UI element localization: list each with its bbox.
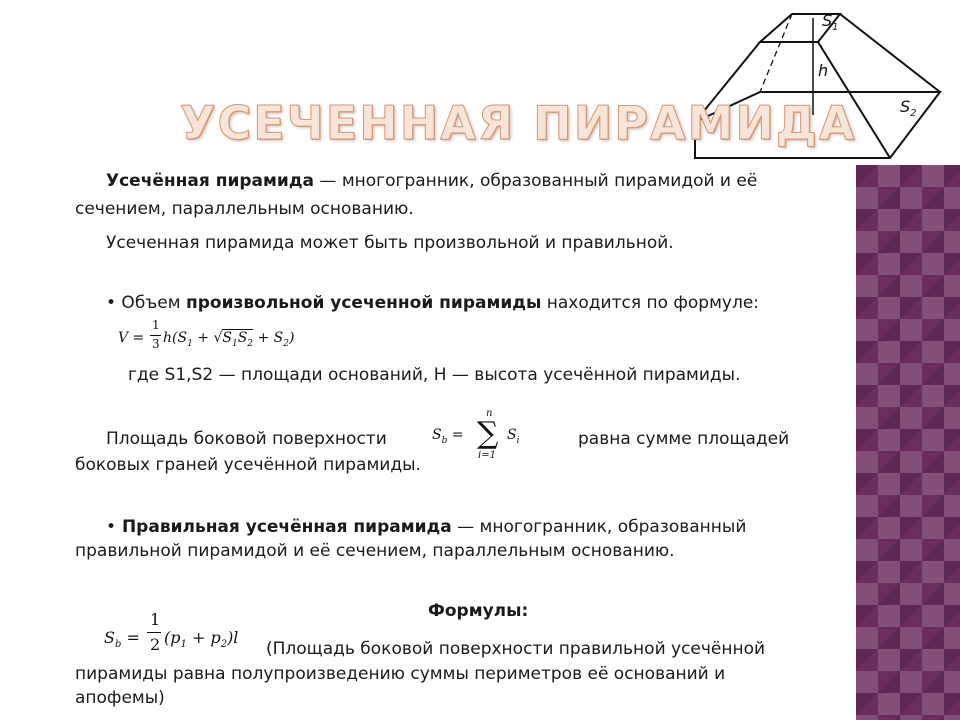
regular-lhs: $S_b$ = (104, 628, 140, 651)
sum-term: $S_i$ (507, 427, 520, 446)
label-s1: S (822, 11, 833, 30)
paragraph-lateral-line2: боковых граней усечённой пирамиды. (75, 455, 421, 475)
paragraph-explanation-line2: пирамиды равна полупроизведению суммы периметров её оснований и (75, 664, 726, 684)
regular-body: $(p_1 + p_2)l$ (164, 628, 239, 651)
definition-text: — многогранник, образованный пирамидой и её (314, 171, 758, 191)
volume-body: $h(S_1 + √S_1S_2 + S_2)$ (163, 330, 295, 349)
term-arbitrary-pyramid: произвольной усеченной пирамиды (186, 293, 542, 313)
sum-sigma: ∑ (477, 416, 499, 451)
sum-upper-limit: n (486, 408, 493, 419)
regular-definition: — многогранник, образованный (451, 517, 747, 537)
volume-frac-bar (150, 335, 161, 336)
paragraph-volume (106, 292, 759, 314)
label-s1-sub: 1 (832, 22, 839, 33)
formulas-heading: Формулы: (428, 601, 529, 621)
term-truncated-pyramid: Усечённая пирамида (106, 171, 315, 191)
paragraph-regular-line2: правильной пирамидой и её сечением, параллельным основанию. (75, 541, 675, 561)
svg-text:S2 (900, 97, 917, 119)
paragraph-definition-line1 (106, 170, 757, 192)
lateral-lhs: $S_b$ = (432, 427, 464, 446)
sum-lower-limit: i=1 (478, 450, 496, 461)
paragraph-lateral-line1-post: равна сумме площадей (578, 429, 790, 449)
paragraph-definition-line2: сечением, параллельным основанию. (75, 199, 414, 219)
bullet: • (106, 517, 117, 537)
label-s2: S (900, 97, 911, 116)
paragraph-explanation-line1: (Площадь боковой поверхности правильной усечённой (266, 639, 766, 659)
volume-pre: Объем (116, 293, 186, 313)
volume-post: находится по формуле: (541, 293, 760, 313)
paragraph-lateral-line1-pre: Площадь боковой поверхности (106, 429, 387, 449)
slide-title: УСЕЧЕННАЯ ПИРАМИДА (180, 96, 857, 150)
label-s2-sub: 2 (910, 108, 917, 119)
volume-frac-num: 1 (152, 318, 160, 332)
regular-frac-den: 2 (150, 635, 161, 654)
term-regular-pyramid: Правильная усечённая пирамида (116, 517, 452, 537)
volume-frac-den: 3 (152, 337, 160, 351)
volume-lhs: V = (118, 330, 145, 346)
paragraph-explanation-line3: апофемы) (75, 688, 165, 708)
bullet: • (106, 293, 117, 313)
paragraph-where: где S1,S2 — площади оснований, H — высота усечённой пирамиды. (128, 365, 741, 385)
label-height: h (818, 61, 829, 80)
regular-frac-bar (147, 632, 161, 633)
decorative-side-pattern (856, 165, 960, 720)
paragraph-types: Усеченная пирамида может быть произвольной и правильной. (106, 233, 674, 253)
paragraph-regular-line1 (106, 516, 746, 538)
regular-frac-num: 1 (150, 610, 161, 629)
